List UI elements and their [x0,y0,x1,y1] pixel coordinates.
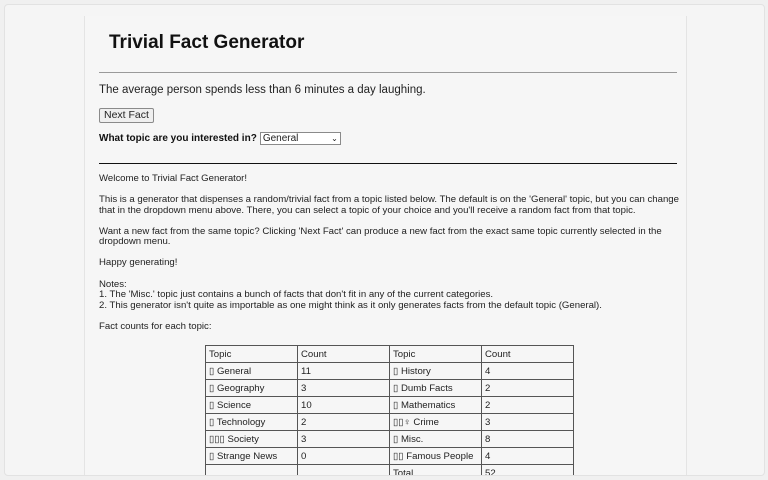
count-cell: 4 [482,363,574,380]
topic-label: What topic are you interested in? [99,133,257,144]
browser-viewport [4,4,765,476]
fact-counts-table [205,345,574,476]
topic-select[interactable] [260,132,341,145]
count-cell: 4 [482,448,574,465]
fact-text: The average person spends less than 6 minutes a day laughing. [99,84,426,96]
count-cell [298,465,390,477]
header-cell: Count [482,346,574,363]
table-total-row [206,465,574,477]
topic-cell: ▯▯ Famous People [390,448,482,465]
topic-cell: ▯ Mathematics [390,397,482,414]
table-row [206,448,574,465]
topic-cell: ▯ Science [206,397,298,414]
divider [99,72,677,73]
note-1: 1. The 'Misc.' topic just contains a bunch of facts that don't fit in any of the current categories. [99,289,494,301]
total-count: 52 [482,465,574,477]
header-cell: Topic [206,346,298,363]
table-row [206,431,574,448]
count-cell: 2 [482,380,574,397]
topic-cell: ▯ Geography [206,380,298,397]
notes-title: Notes: [99,278,127,290]
next-fact-button[interactable]: Next Fact [99,108,154,123]
intro-text: This is a generator that dispenses a random/trivial fact from a topic listed below. The default is on the 'General' topic, but you can change that in the dropdown menu above. There, you can select a topic of your choice and you'll receive a random fact from that topic. [99,194,679,216]
count-cell: 10 [298,397,390,414]
count-cell: 2 [482,397,574,414]
topic-cell: ▯ Dumb Facts [390,380,482,397]
topic-select-value: General [262,133,299,144]
topic-cell [206,465,298,477]
count-cell: 3 [298,380,390,397]
count-cell: 8 [482,431,574,448]
topic-cell: ▯▯♀ Crime [390,414,482,431]
topic-selector-row [99,132,341,145]
table-row [206,414,574,431]
header-cell: Count [298,346,390,363]
topic-cell: ▯ Misc. [390,431,482,448]
count-cell: 0 [298,448,390,465]
chevron-down-icon: ⌄ [331,134,338,143]
note-2: 2. This generator isn't quite as importable as one might think as it only generates facts from the default topic (General). [99,299,602,311]
table-header-row [206,346,574,363]
page-container [84,16,687,476]
divider [99,163,677,164]
count-cell: 11 [298,363,390,380]
topic-cell: ▯▯▯ Society [206,431,298,448]
topic-cell: ▯ General [206,363,298,380]
about-section [99,174,679,343]
count-cell: 3 [482,414,574,431]
count-cell: 2 [298,414,390,431]
total-label: Total [390,465,482,477]
happy-text: Happy generating! [99,257,178,269]
count-cell: 3 [298,431,390,448]
notes [99,280,679,312]
table-row [206,363,574,380]
table-row [206,380,574,397]
topic-cell: ▯ Technology [206,414,298,431]
welcome-text: Welcome to Trivial Fact Generator! [99,173,248,184]
table-row [206,397,574,414]
topic-cell: ▯ Strange News [206,448,298,465]
header-cell: Topic [390,346,482,363]
same-topic-text: Want a new fact from the same topic? Clicking 'Next Fact' can produce a new fact from the exact same topic currently selected in the dropdown menu. [99,225,662,248]
page-title: Trivial Fact Generator [109,32,305,53]
counts-title: Fact counts for each topic: [99,320,212,332]
topic-cell: ▯ History [390,363,482,380]
